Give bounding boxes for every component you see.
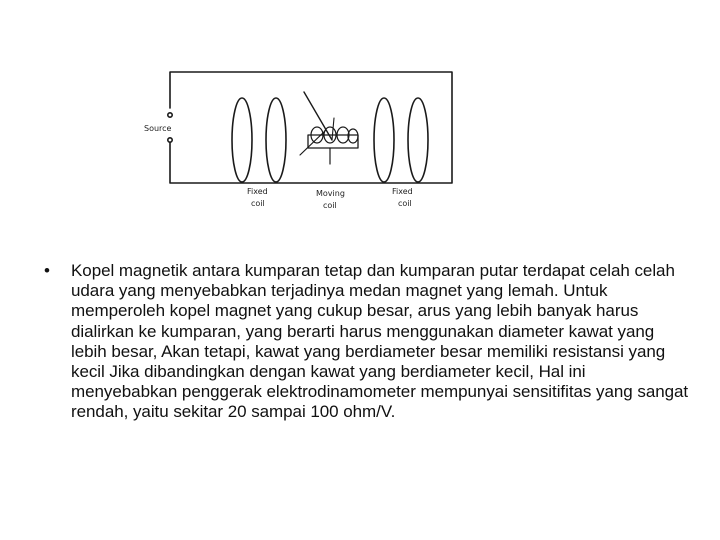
source-label: Source: [144, 124, 172, 133]
electrodynamometer-diagram: [130, 60, 470, 220]
moving-coil-label-line2: coil: [323, 201, 337, 210]
fixed-coil-right-loop-1: [374, 98, 394, 182]
fixed-coil-left-label-line2: coil: [251, 199, 265, 208]
source-terminal-top: [168, 113, 172, 117]
fixed-coil-right-label-line2: coil: [398, 199, 412, 208]
fixed-coil-right-label-line1: Fixed: [392, 187, 413, 196]
fixed-coil-left-loop-2: [266, 98, 286, 182]
bullet-symbol: •: [44, 261, 50, 280]
source-terminal-bottom: [168, 138, 172, 142]
bullet-paragraph: [44, 261, 694, 423]
moving-coil-label-line1: Moving: [316, 189, 345, 198]
fixed-coil-left-loop-1: [232, 98, 252, 182]
pointer-needle: [304, 92, 332, 140]
fixed-coil-right-loop-2: [408, 98, 428, 182]
bullet-text: Kopel magnetik antara kumparan tetap dan kumparan putar terdapat celah celah udara yang menyebabkan terjadinya medan magnet yang lemah. Untuk memperoleh kopel magnet yang cukup besar, arus yang lebih banyak harus dialirkan ke kumparan, yang berarti harus menggunakan diameter kawat yang lebih besar, Akan tetapi, kawat yang berdiameter besar memiliki resistansi yang kecil Jika dibandingkan dengan kawat yang berdiameter kecil, Hal ini menyebabkan penggerak elektrodinamometer mempunyai sensitifitas yang sangat rendah, yaitu sekitar 20 sampai 100 ohm/V.: [71, 261, 689, 422]
fixed-coil-left-label-line1: Fixed: [247, 187, 268, 196]
